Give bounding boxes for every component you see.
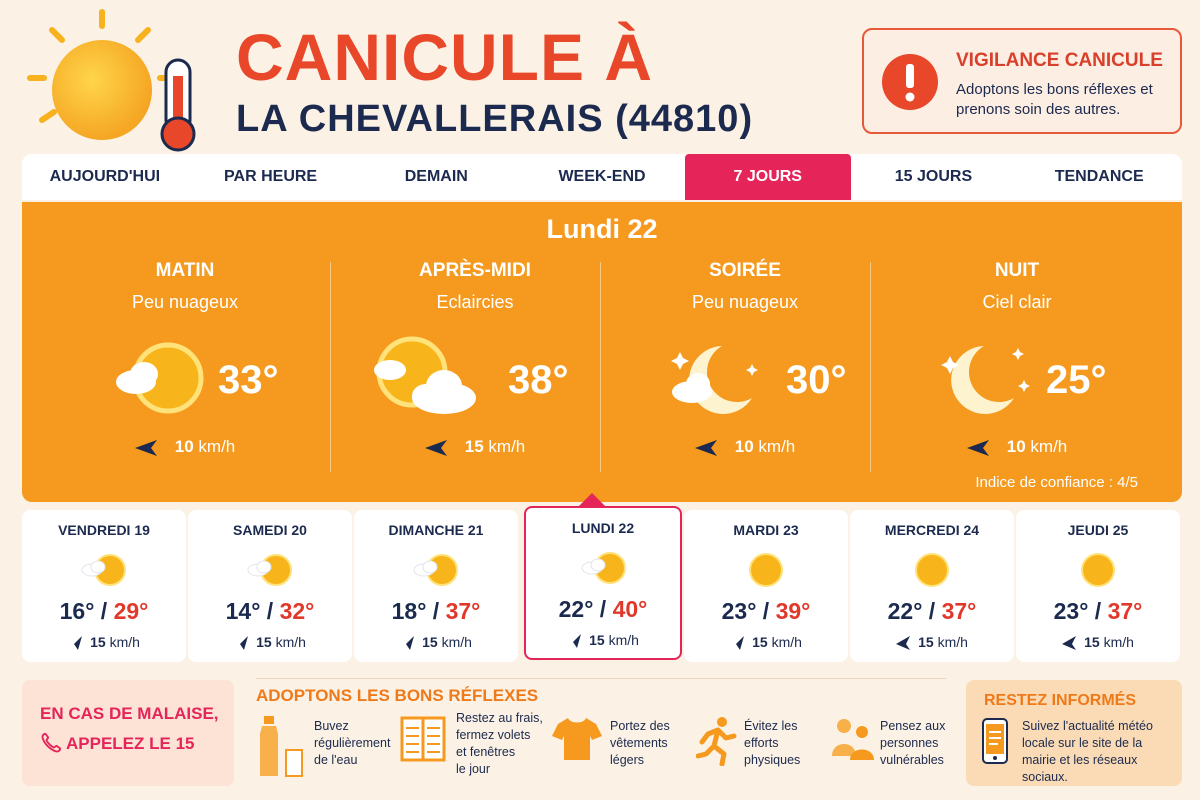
wind-arrow-icon bbox=[567, 634, 581, 648]
temp-min: 14° bbox=[225, 598, 261, 624]
wind-unit: km/h bbox=[1030, 437, 1068, 456]
tab-week-end[interactable]: WEEK-END bbox=[558, 168, 646, 185]
temp-max: 32° bbox=[279, 598, 315, 624]
reflex-avoid-effort bbox=[696, 716, 826, 786]
reflex-text: Pensez aux personnes vulnérables bbox=[880, 719, 946, 767]
wind-unit: km/h bbox=[488, 437, 526, 456]
day-name: VENDREDI 19 bbox=[58, 522, 150, 538]
temp-min: 22° bbox=[558, 596, 594, 622]
day-card-mardi-23[interactable] bbox=[684, 510, 848, 662]
period-soiree bbox=[610, 254, 880, 474]
temp-max: 40° bbox=[612, 596, 648, 622]
wind-arrow-icon bbox=[1062, 636, 1076, 650]
emergency-box bbox=[22, 680, 234, 786]
forecast-day-title: Lundi 22 bbox=[546, 214, 658, 244]
wind-arrow-icon bbox=[135, 440, 157, 456]
day-card-lundi-22[interactable] bbox=[524, 506, 682, 660]
day-temperatures: 14° / 32° bbox=[225, 598, 315, 624]
day-wind bbox=[1016, 634, 1180, 650]
sun-cloud-icon bbox=[238, 550, 302, 590]
day-name: MERCREDI 24 bbox=[884, 522, 980, 538]
stay-informed-box bbox=[966, 680, 1182, 786]
period-temperature: 30° bbox=[786, 358, 847, 402]
period-apres-midi bbox=[340, 254, 610, 474]
tab-15-jours[interactable]: 15 JOURS bbox=[894, 168, 973, 185]
day-card-mercredi-24[interactable] bbox=[850, 510, 1014, 662]
temp-min: 22° bbox=[887, 598, 923, 624]
wind-speed: 15 bbox=[422, 634, 438, 650]
tab-aujourdhui[interactable]: AUJOURD'HUI bbox=[49, 168, 161, 185]
day-temperatures: 23° / 39° bbox=[721, 598, 811, 624]
thermometer-icon bbox=[162, 60, 194, 150]
divider bbox=[600, 262, 601, 472]
people-icon bbox=[832, 716, 874, 762]
cloud-sun-icon bbox=[360, 334, 490, 424]
day-wind bbox=[526, 632, 680, 648]
reflex-text: Restez au frais, fermez volets et fenêtres le jour bbox=[456, 711, 543, 776]
wind-speed: 15 bbox=[589, 632, 605, 648]
wind-unit: km/h bbox=[771, 634, 802, 650]
wind-speed: 15 bbox=[752, 634, 768, 650]
confidence-index: Indice de confiance : 4/5 bbox=[975, 474, 1138, 491]
wind-arrow-icon bbox=[234, 636, 248, 650]
alert-text: Adoptons les bons réflexes et prenons soin des autres. bbox=[956, 81, 1153, 118]
heatwave-alert bbox=[862, 28, 1182, 134]
period-description: Peu nuageux bbox=[131, 292, 239, 312]
divider bbox=[870, 262, 871, 472]
temp-max: 39° bbox=[775, 598, 811, 624]
day-temperatures: 16° / 29° bbox=[59, 598, 149, 624]
wind-arrow-icon bbox=[425, 440, 447, 456]
tshirt-icon bbox=[552, 716, 602, 762]
tab-tendance[interactable]: TENDANCE bbox=[1054, 168, 1144, 185]
reflexes-title: ADOPTONS LES BONS RÉFLEXES bbox=[256, 686, 539, 705]
reflex-drink-water bbox=[256, 716, 396, 786]
reflex-light-clothes bbox=[552, 716, 692, 786]
wind-arrow-icon bbox=[896, 636, 910, 650]
day-wind bbox=[850, 634, 1014, 650]
tab-par-heure[interactable]: PAR HEURE bbox=[224, 168, 318, 185]
day-card-samedi-20[interactable] bbox=[188, 510, 352, 662]
temp-max: 37° bbox=[941, 598, 977, 624]
info-title: RESTEZ INFORMÉS bbox=[984, 692, 1137, 709]
runner-icon bbox=[696, 716, 738, 766]
reflex-text: Portez des vêtements légers bbox=[610, 719, 670, 767]
reflex-stay-cool bbox=[400, 711, 560, 786]
period-description: Peu nuageux bbox=[691, 292, 799, 312]
period-wind bbox=[50, 437, 320, 457]
period-name: NUIT bbox=[994, 260, 1040, 281]
day-card-vendredi-19[interactable] bbox=[22, 510, 186, 662]
temp-min: 23° bbox=[721, 598, 757, 624]
reflex-text: Évitez les efforts physiques bbox=[744, 719, 801, 767]
period-wind bbox=[882, 437, 1152, 457]
sun-icon bbox=[30, 12, 172, 140]
period-name: SOIRÉE bbox=[709, 260, 781, 281]
temp-min: 23° bbox=[1053, 598, 1089, 624]
tab-7-jours[interactable]: 7 JOURS bbox=[685, 154, 851, 200]
wind-speed: 15 bbox=[1084, 634, 1100, 650]
period-temperature: 25° bbox=[1046, 358, 1107, 402]
wind-arrow-icon bbox=[967, 440, 989, 456]
period-temperature: 33° bbox=[218, 358, 279, 402]
sun-cloud-icon bbox=[72, 550, 136, 590]
day-wind bbox=[684, 634, 848, 650]
day-name: DIMANCHE 21 bbox=[388, 522, 484, 538]
sun-cloud-icon bbox=[84, 334, 214, 424]
water-bottle-icon bbox=[256, 716, 306, 778]
wind-unit: km/h bbox=[758, 437, 796, 456]
day-card-jeudi-25[interactable] bbox=[1016, 510, 1180, 662]
exclamation-icon bbox=[880, 52, 940, 112]
day-name: SAMEDI 20 bbox=[233, 522, 307, 538]
period-nuit bbox=[882, 254, 1152, 474]
day-name: JEUDI 25 bbox=[1067, 522, 1129, 538]
divider bbox=[330, 262, 331, 472]
period-name: MATIN bbox=[155, 260, 215, 281]
day-temperatures: 22° / 37° bbox=[887, 598, 977, 624]
page-subtitle: LA CHEVALLERAIS (44810) bbox=[236, 98, 754, 140]
shutters-icon bbox=[400, 716, 446, 762]
day-temperatures: 23° / 37° bbox=[1053, 598, 1143, 624]
period-description: Eclaircies bbox=[436, 292, 514, 312]
emergency-line2: APPELEZ LE 15 bbox=[66, 734, 195, 753]
wind-unit: km/h bbox=[275, 634, 306, 650]
day-name: LUNDI 22 bbox=[571, 520, 635, 536]
sun-cloud-icon bbox=[404, 550, 468, 590]
sun-icon bbox=[734, 550, 798, 590]
period-matin bbox=[50, 254, 320, 474]
page-title: CANICULE À bbox=[236, 20, 653, 94]
tab-demain[interactable]: DEMAIN bbox=[404, 168, 468, 185]
moon-cloud-icon bbox=[640, 334, 770, 424]
period-wind bbox=[340, 437, 610, 457]
wind-speed: 15 bbox=[464, 437, 484, 456]
wind-arrow-icon bbox=[695, 440, 717, 456]
phone-icon bbox=[40, 732, 62, 754]
day-temperatures: 18° / 37° bbox=[391, 598, 481, 624]
week-days bbox=[22, 510, 1182, 664]
temp-max: 37° bbox=[445, 598, 481, 624]
smartphone-icon bbox=[982, 718, 1008, 764]
wind-arrow-icon bbox=[730, 636, 744, 650]
period-name: APRÈS-MIDI bbox=[419, 260, 531, 281]
wind-unit: km/h bbox=[441, 634, 472, 650]
wind-speed: 15 bbox=[90, 634, 106, 650]
wind-unit: km/h bbox=[198, 437, 236, 456]
info-text: Suivez l'actualité météo locale sur le site de la mairie et les réseaux sociaux. bbox=[1022, 719, 1153, 784]
temp-min: 18° bbox=[391, 598, 427, 624]
wind-arrow-icon bbox=[400, 636, 414, 650]
sun-icon bbox=[900, 550, 964, 590]
sun-cloud-icon bbox=[572, 548, 636, 588]
temp-min: 16° bbox=[59, 598, 95, 624]
period-tabs bbox=[22, 154, 1182, 200]
wind-speed: 10 bbox=[734, 437, 754, 456]
wind-speed: 10 bbox=[1006, 437, 1026, 456]
alert-title: VIGILANCE CANICULE bbox=[956, 50, 1163, 71]
temp-max: 37° bbox=[1107, 598, 1143, 624]
wind-unit: km/h bbox=[937, 634, 968, 650]
day-card-dimanche-21[interactable] bbox=[354, 510, 518, 662]
day-wind bbox=[22, 634, 186, 650]
temp-max: 29° bbox=[113, 598, 149, 624]
wind-speed: 10 bbox=[174, 437, 194, 456]
wind-unit: km/h bbox=[109, 634, 140, 650]
selected-day-pointer bbox=[578, 493, 606, 507]
moon-icon bbox=[922, 334, 1052, 424]
day-temperatures: 22° / 40° bbox=[558, 596, 648, 622]
day-name: MARDI 23 bbox=[733, 522, 799, 538]
period-wind bbox=[610, 437, 880, 457]
reflex-text: Buvez régulièrement de l'eau bbox=[314, 719, 391, 767]
day-wind bbox=[354, 634, 518, 650]
wind-unit: km/h bbox=[608, 632, 639, 648]
day-forecast-panel bbox=[22, 202, 1182, 502]
wind-speed: 15 bbox=[918, 634, 934, 650]
sun-icon bbox=[1066, 550, 1130, 590]
wind-speed: 15 bbox=[256, 634, 272, 650]
emergency-line1: EN CAS DE MALAISE, bbox=[40, 704, 219, 723]
divider bbox=[256, 678, 946, 679]
period-temperature: 38° bbox=[508, 358, 569, 402]
header-illustration bbox=[22, 8, 212, 156]
wind-arrow-icon bbox=[68, 636, 82, 650]
wind-unit: km/h bbox=[1103, 634, 1134, 650]
reflex-vulnerable-people bbox=[832, 716, 962, 786]
day-wind bbox=[188, 634, 352, 650]
period-description: Ciel clair bbox=[982, 292, 1052, 312]
